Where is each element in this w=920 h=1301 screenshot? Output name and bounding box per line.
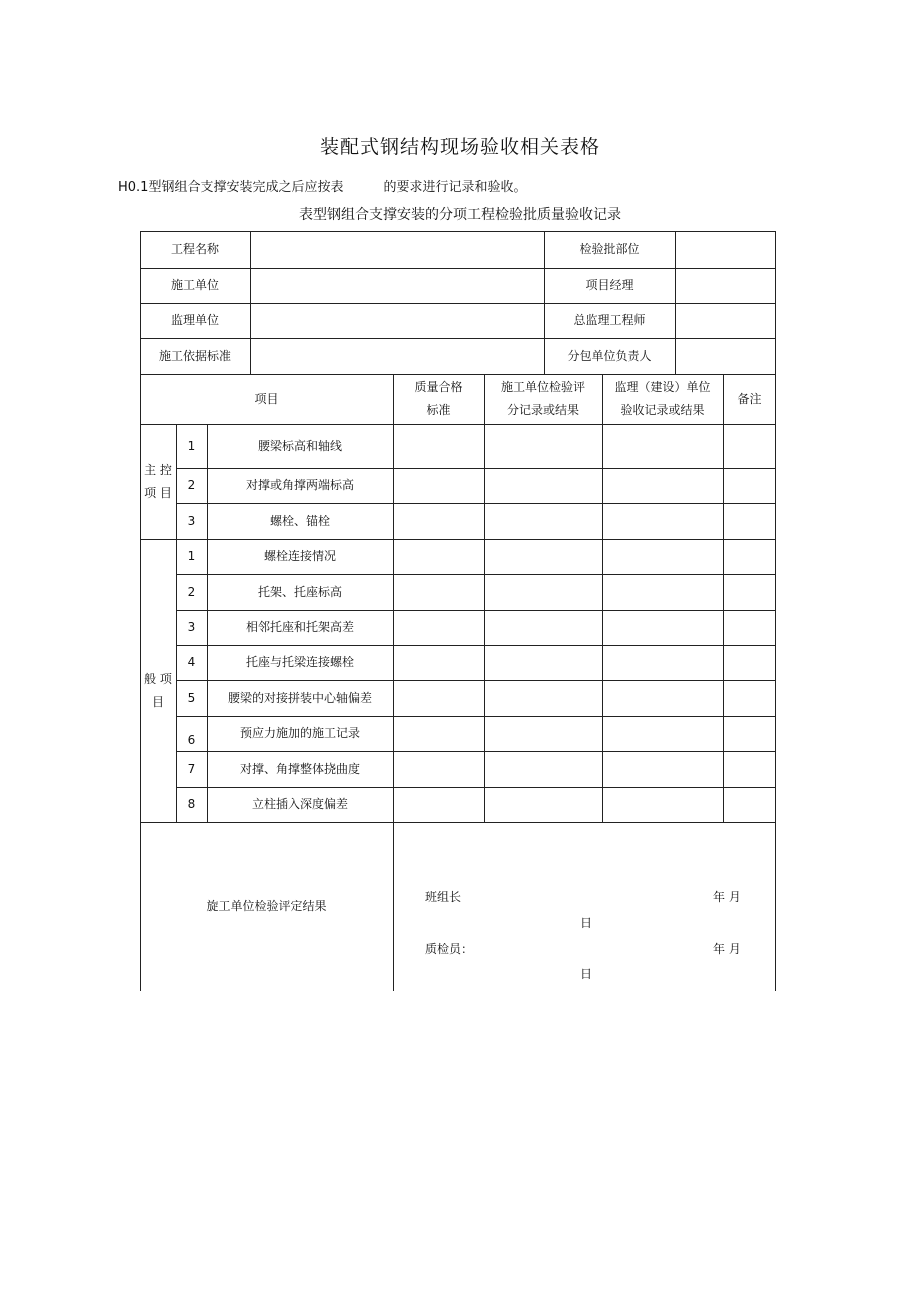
column-header-item: 项目: [254, 391, 279, 406]
general-item-name: 对撑、角撑整体挠曲度: [239, 761, 360, 776]
construction-result-label: 旋工单位检验评定结果: [206, 899, 327, 914]
inspection-lot-label: 检验批部位: [579, 242, 640, 257]
intro-suffix: 的要求进行记录和验收。: [383, 180, 527, 195]
construction-unit-label: 施工单位: [170, 278, 219, 293]
general-item-no: 4: [187, 655, 196, 670]
general-item-no: 2: [187, 584, 196, 599]
team-leader-date-day: 日: [580, 916, 593, 930]
project-manager-value[interactable]: [675, 268, 776, 303]
construction-unit-value[interactable]: [250, 268, 544, 303]
general-item-no: 5: [187, 690, 196, 705]
general-group-line1: 般 项: [144, 671, 172, 686]
standard-label: 施工依据标准: [158, 348, 231, 363]
inspection-lot-value[interactable]: [675, 231, 776, 268]
general-item-no: 6: [187, 733, 196, 748]
general-item-name: 托座与托梁连接螺栓: [245, 655, 354, 670]
column-header-remark: 备注: [737, 391, 762, 406]
constructor-line1: 施工单位检验评: [500, 380, 585, 395]
main-item-no: 2: [187, 478, 196, 493]
column-header-supervisor: [602, 374, 723, 424]
inspector-label: 质检员：: [425, 942, 474, 956]
subcontractor-value[interactable]: [675, 338, 776, 374]
supervisor-line2: 验收记录或结果: [620, 403, 705, 417]
supervision-unit-value[interactable]: [250, 303, 544, 338]
general-item-no: 1: [187, 549, 196, 564]
page-title: 装配式钢结构现场验收相关表格: [319, 136, 600, 158]
main-item-name: 对撑或角撑两端标高: [245, 478, 354, 493]
supervisor-line1: 监理（建设）单位: [614, 380, 711, 395]
main-item-no: 3: [187, 513, 196, 528]
project-manager-label: 项目经理: [585, 278, 634, 293]
table-title: 表型钢组合支撑安装的分项工程检验批质量验收记录: [299, 207, 621, 223]
main-control-group-label: [140, 424, 176, 539]
standard-value[interactable]: [250, 338, 544, 374]
chief-supervisor-value[interactable]: [675, 303, 776, 338]
general-item-no: 3: [187, 620, 196, 635]
main-group-line2: 项 目: [144, 485, 172, 500]
acceptance-table: [140, 231, 776, 991]
general-item-name: 螺栓连接情况: [263, 549, 336, 564]
team-leader-date-ym: 年 月: [713, 890, 741, 904]
general-item-name: 相邻托座和托架高差: [245, 620, 354, 635]
quality-line2: 标准: [426, 403, 451, 417]
team-leader-label: 班组长: [425, 890, 462, 904]
main-item-no: 1: [187, 438, 196, 453]
column-header-constructor: [484, 374, 602, 424]
general-item-name: 托架、托座标高: [257, 584, 342, 599]
general-item-name: 腰梁的对接拼装中心轴偏差: [227, 690, 372, 705]
general-group-label: [140, 539, 176, 822]
constructor-line2: 分记录或结果: [506, 403, 579, 417]
project-name-label: 工程名称: [170, 242, 219, 257]
main-group-line1: 主 控: [144, 462, 172, 477]
general-group-line2: 目: [151, 694, 164, 709]
supervision-unit-label: 监理单位: [170, 313, 219, 328]
general-item-no: 7: [187, 761, 196, 776]
intro-text: [118, 176, 526, 195]
main-item-name: 腰梁标高和轴线: [257, 438, 342, 453]
general-item-no: 8: [187, 797, 196, 812]
quality-line1: 质量合格: [414, 380, 463, 395]
intro-prefix: H0.1型钢组合支撑安装完成之后应按表: [118, 180, 344, 195]
project-name-value[interactable]: [250, 231, 544, 268]
general-item-name: 立柱插入深度偏差: [251, 797, 348, 812]
chief-supervisor-label: 总监理工程师: [573, 313, 646, 328]
inspector-date-day: 日: [580, 967, 593, 981]
column-header-quality: [393, 374, 484, 424]
subcontractor-label: 分包单位负责人: [567, 348, 652, 363]
general-item-name: 预应力施加的施工记录: [239, 726, 360, 741]
inspector-date-ym: 年 月: [713, 942, 741, 956]
main-item-name: 螺栓、锚栓: [269, 513, 330, 528]
